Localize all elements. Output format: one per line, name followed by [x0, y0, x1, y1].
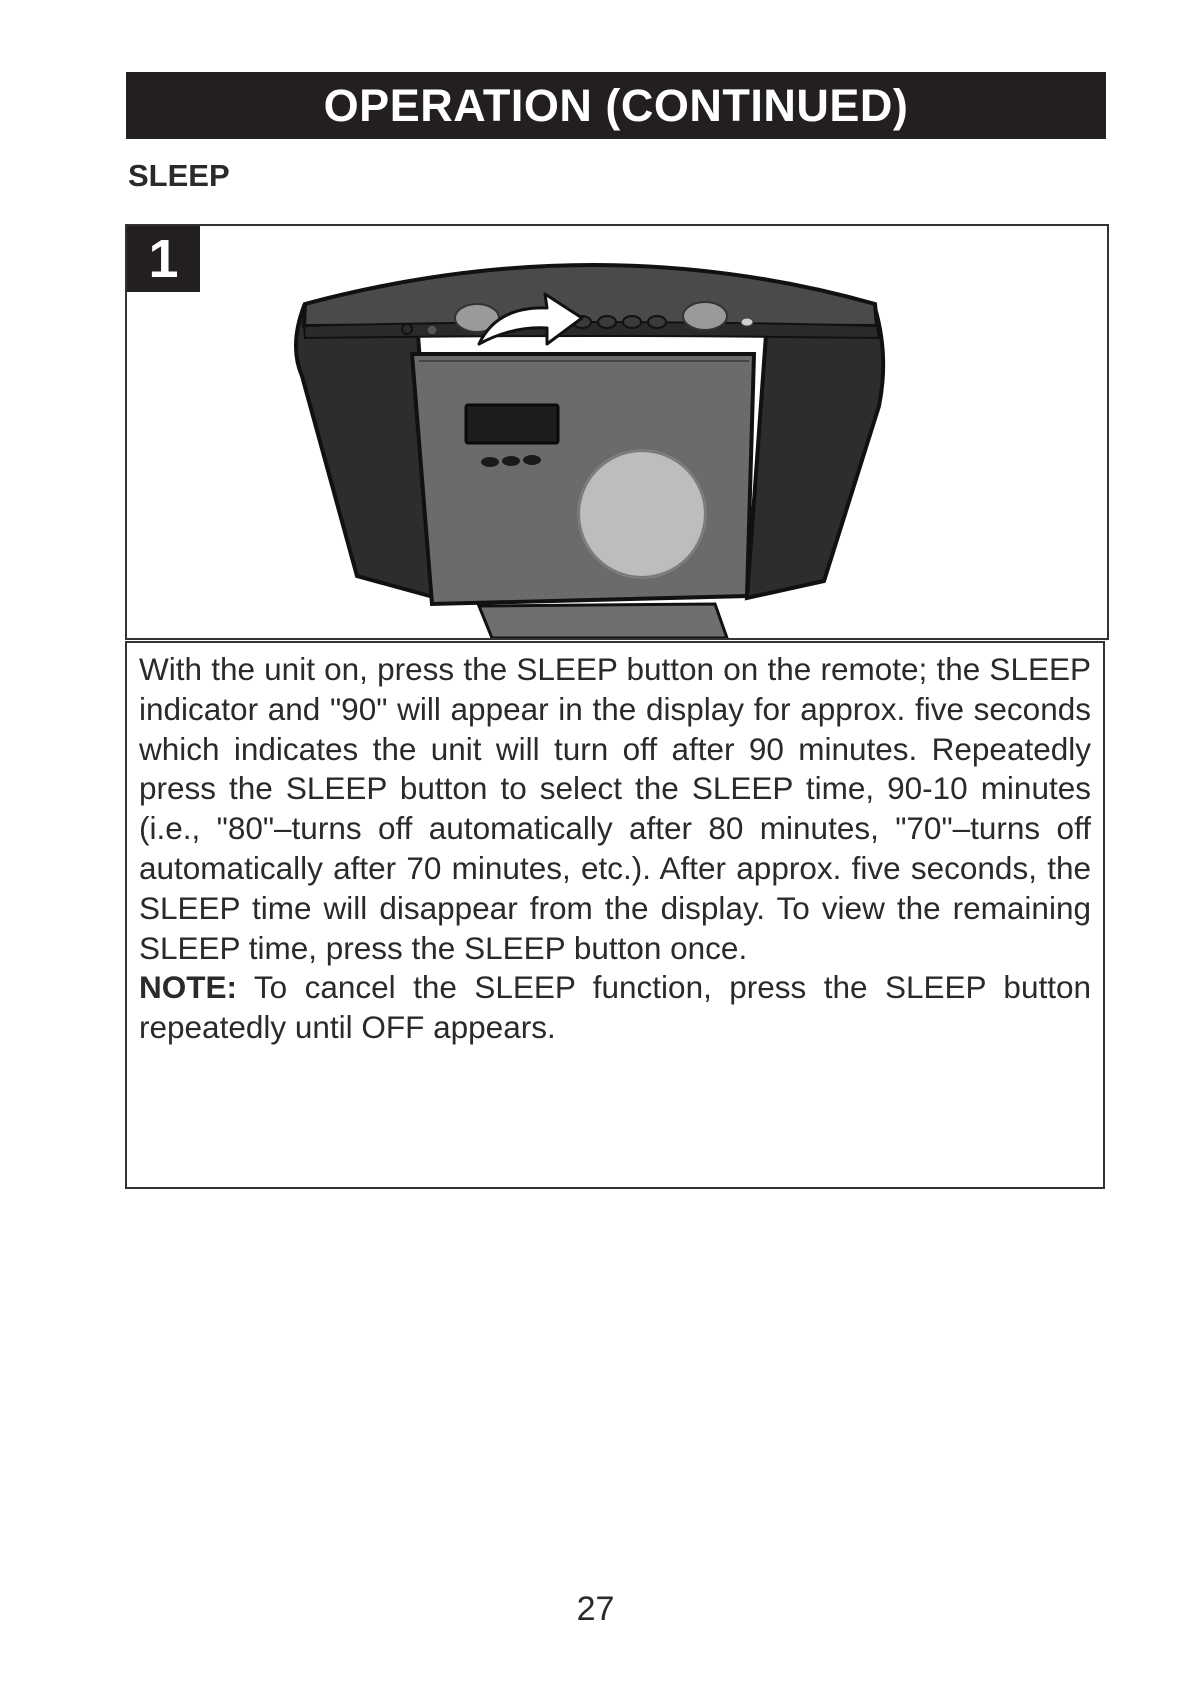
page-number: 27: [576, 1590, 615, 1628]
note-label: NOTE:: [139, 969, 237, 1006]
device-illustration: [127, 226, 1107, 638]
top-small-button-icon: [427, 325, 437, 335]
top-button-icon: [598, 316, 616, 328]
instruction-box: [125, 641, 1105, 1189]
display-icon: [466, 405, 558, 443]
device-stand: [479, 604, 727, 638]
front-button-icon: [523, 455, 541, 465]
top-right-knob-icon: [683, 302, 727, 330]
front-button-icon: [502, 456, 520, 466]
top-panel: [304, 265, 877, 326]
top-led-icon: [741, 318, 753, 326]
section-title: SLEEP: [128, 158, 230, 193]
note-text: To cancel the SLEEP function, press the SLEEP button repeatedly until OFF appears.: [139, 969, 1091, 1046]
top-button-icon: [648, 316, 666, 328]
page-header: OPERATION (CONTINUED): [126, 72, 1106, 139]
step-figure: [125, 224, 1109, 640]
left-side-panel: [296, 306, 437, 598]
top-button-icon: [623, 316, 641, 328]
right-side-panel: [747, 308, 883, 598]
instruction-paragraph: With the unit on, press the SLEEP button on the remote; the SLEEP indicator and "90" will appear in the display for approx. five seconds which indicates the unit will turn off after 90 minutes. Repeatedly press the SLEEP button to select the SLEEP time, 90-10 minutes (i.e., "80"–turns off automatically after 80 minutes, "70"–turns off automatically after 70 minutes, etc.). After approx. five seconds, the SLEEP time will disappear from the display. To view the remaining SLEEP time, press the SLEEP button once.: [139, 651, 1091, 966]
step-number-badge: 1: [127, 226, 200, 292]
top-jack-icon: [402, 324, 412, 334]
front-panel: [412, 354, 754, 604]
front-button-icon: [481, 457, 499, 467]
instruction-text: [139, 650, 1091, 1048]
